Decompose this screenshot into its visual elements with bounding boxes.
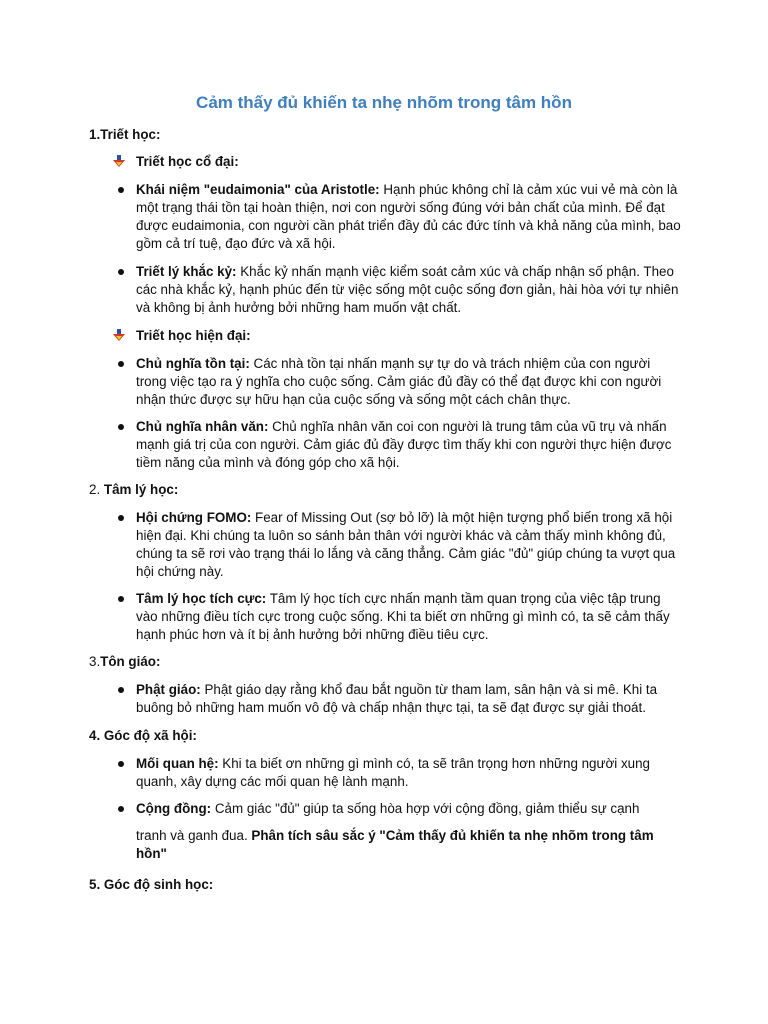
heading-text: Tôn giáo: (100, 654, 161, 669)
item-text: tranh và ganh đua. (136, 828, 252, 843)
bullet-dot-icon (118, 687, 124, 693)
item-label: Triết lý khắc kỷ: (136, 264, 237, 279)
bullet-dot-icon (118, 424, 124, 430)
list-item (136, 681, 684, 717)
heading-number: 3. (89, 654, 101, 669)
item-text: Khắc kỷ nhấn mạnh việc kiểm soát cảm xúc và chấp nhận số phận. Theo các nhà khắc kỷ, hạnh phúc đến từ việc sống một cuộc sống đơn giản, hài hòa với tự nhiên và không bị ảnh hưởng bởi những ham muốn vật chất. (136, 264, 679, 315)
bullet-dot-icon (118, 596, 124, 602)
item-text: Khi ta biết ơn những gì mình có, ta sẽ trân trọng hơn những người xung quanh, xây dựng các mối quan hệ lành mạnh. (136, 756, 650, 789)
section-heading-social: 4. Góc độ xã hội: (89, 728, 197, 743)
list-item (136, 800, 684, 818)
item-label: Chủ nghĩa tồn tại: (136, 356, 250, 371)
heading-text: Tâm lý học: (103, 482, 179, 497)
bullet-dot-icon (118, 761, 124, 767)
section-heading-psychology (89, 481, 689, 499)
arrow-down-icon (113, 155, 125, 167)
section-heading-biology: 5. Góc độ sinh học: (89, 877, 214, 892)
item-label: Khái niệm "eudaimonia" của Aristotle: (136, 182, 380, 197)
bullet-dot-icon (118, 361, 124, 367)
item-label: Chủ nghĩa nhân văn: (136, 419, 269, 434)
list-item-continuation (136, 827, 684, 863)
page-title: Cảm thấy đủ khiến ta nhẹ nhõm trong tâm hồn (196, 93, 572, 112)
list-item (136, 263, 684, 317)
subheading-modern-philosophy: Triết học hiện đại: (136, 328, 251, 343)
item-text: Phật giáo dạy rằng khổ đau bắt nguồn từ tham lam, sân hận và si mê. Khi ta buông bỏ những ham muốn vô độ và chấp nhận thực tại, ta sẽ đạt được sự giải thoát. (136, 682, 658, 715)
list-item (136, 590, 684, 644)
bullet-dot-icon (118, 187, 124, 193)
item-label: Tâm lý học tích cực: (136, 591, 267, 606)
item-label: Mối quan hệ: (136, 756, 219, 771)
list-item (136, 355, 684, 409)
item-text: Hạnh phúc không chỉ là cảm xúc vui vẻ mà còn là một trạng thái tồn tại hoàn thiện, nơi con người sống đúng với bản chất của mình. Để đạt được eudaimonia, con người cần phát triển đầy đủ các đức tính và khả năng của mình, bao gồm cả trí tuệ, đạo đức và xã hội. (136, 182, 681, 251)
item-label: Phật giáo: (136, 682, 201, 697)
item-text: Cảm giác "đủ" giúp ta sống hòa hợp với cộng đồng, giảm thiểu sự cạnh (211, 801, 640, 816)
item-label: Cộng đồng: (136, 801, 212, 816)
subheading-ancient-philosophy: Triết học cổ đại: (136, 154, 239, 169)
section-heading-philosophy: 1.Triết học: (89, 127, 161, 142)
item-bold-tail: Phân tích sâu sắc ý "Cảm thấy đủ khiến ta nhẹ nhõm trong tâm hồn" (136, 828, 654, 861)
section-heading-religion (89, 653, 689, 671)
item-text: Chủ nghĩa nhân văn coi con người là trung tâm của vũ trụ và nhấn mạnh giá trị của con người. Cảm giác đủ đầy được tìm thấy khi con người thực hiện được tiềm năng của mình và đóng góp cho xã hội. (136, 419, 672, 470)
bullet-dot-icon (118, 269, 124, 275)
arrow-down-icon (113, 329, 125, 341)
bullet-dot-icon (118, 515, 124, 521)
list-item (136, 181, 684, 253)
item-text: Tâm lý học tích cực nhấn mạnh tầm quan trọng của việc tập trung vào những điều tích cực trong cuộc sống. Khi ta biết ơn những gì mình có, ta sẽ cảm thấy hạnh phúc hơn và ít bị ảnh hưởng bởi những điều tiêu cực. (136, 591, 670, 642)
item-text: Fear of Missing Out (sợ bỏ lỡ) là một hiện tượng phổ biến trong xã hội hiện đại. Khi chúng ta luôn so sánh bản thân với người khác và cảm thấy mình không đủ, chúng ta sẽ rơi vào trạng thái lo lắng và căng thẳng. Cảm giác "đủ" giúp chúng ta vượt qua hội chứng này. (136, 510, 676, 579)
list-item (136, 755, 684, 791)
item-text: Các nhà tồn tại nhấn mạnh sự tự do và trách nhiệm của con người trong việc tạo ra ý nghĩa cho cuộc sống. Cảm giác đủ đầy có thể đạt được khi con người nhận thức được sự hữu hạn của cuộc sống và sống một cách chân thực. (136, 356, 662, 407)
list-item (136, 509, 684, 581)
heading-number: 2. (89, 482, 104, 497)
bullet-dot-icon (118, 806, 124, 812)
item-label: Hội chứng FOMO: (136, 510, 252, 525)
list-item (136, 418, 684, 472)
